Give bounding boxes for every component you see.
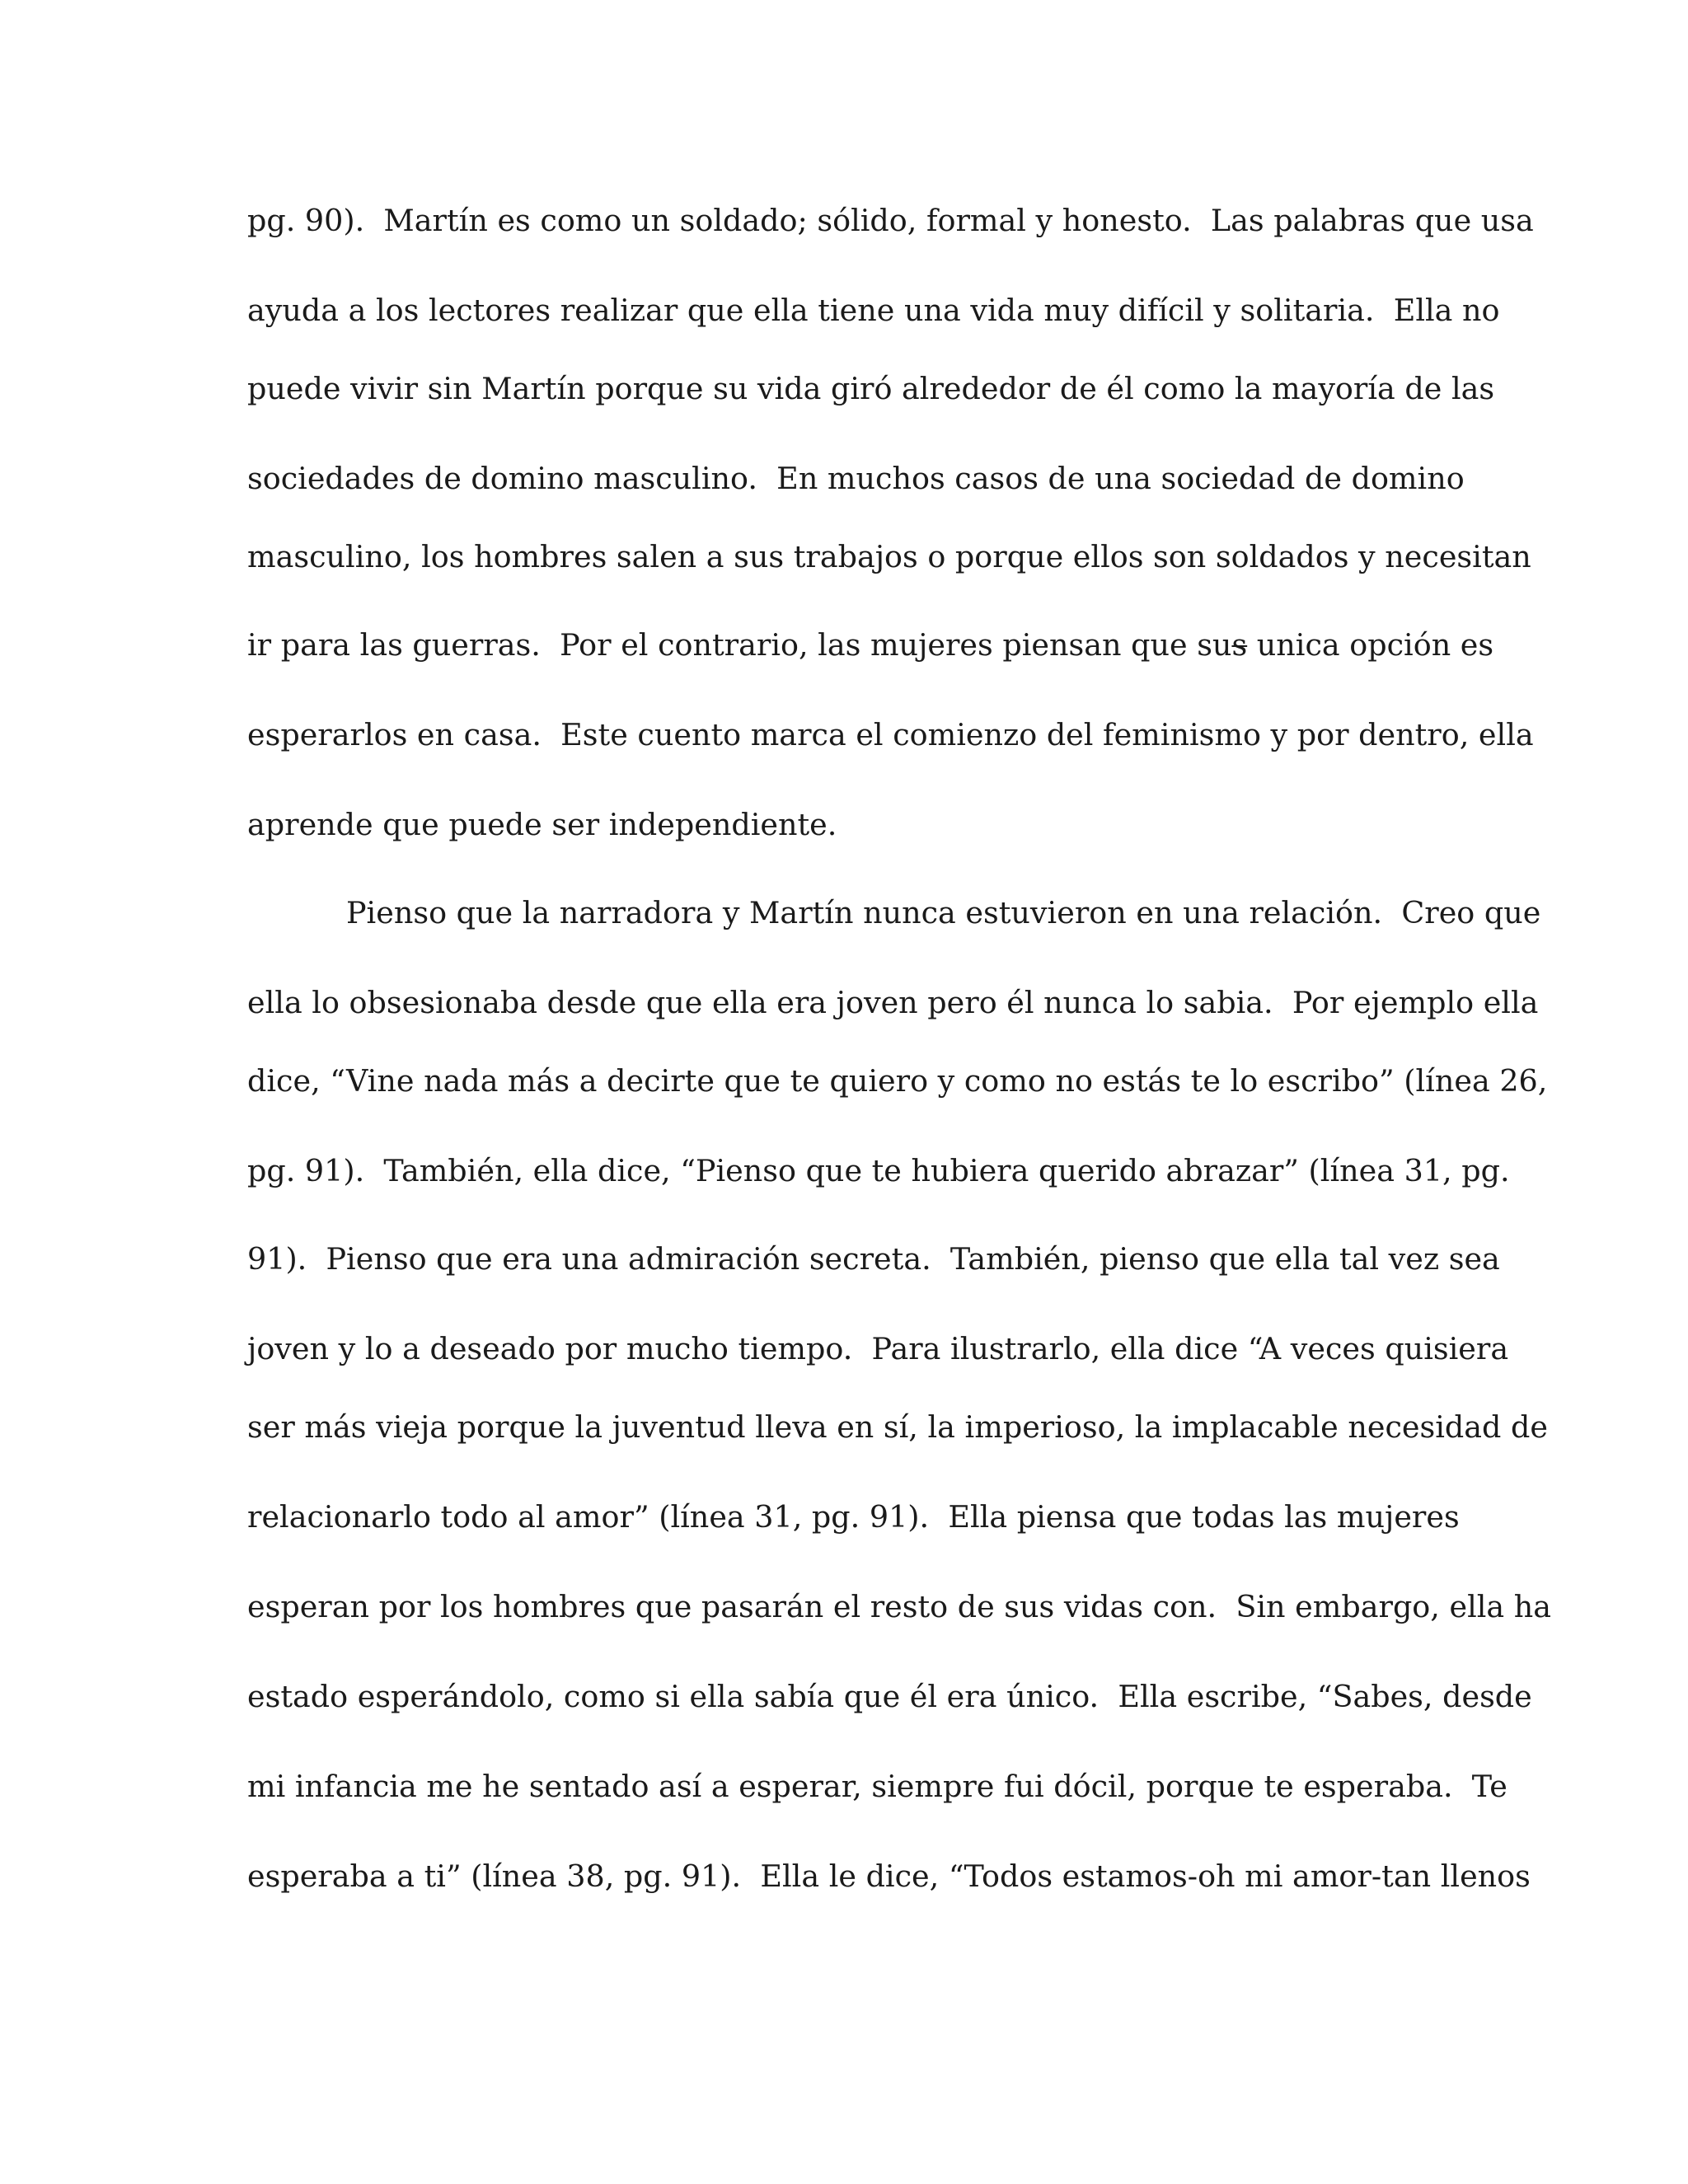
text-line-17: esperan por los hombres que pasarán el resto de sus vidas con. Sin embargo, ella ha — [247, 1589, 1552, 1624]
text-line-11: dice, “Vine nada más a decirte que te quiero y como no estás te lo escribo” (línea 26, — [247, 1063, 1548, 1099]
text-line-10: ella lo obsesionaba desde que ella era joven pero él nunca lo sabia. Por ejemplo ella — [247, 985, 1539, 1020]
text-line-8: aprende que puede ser independiente. — [247, 807, 837, 842]
text-line-15: ser más vieja porque la juventud lleva en sí, la imperioso, la implacable necesidad de — [247, 1409, 1548, 1445]
text-line-12: pg. 91). También, ella dice, “Pienso que te hubiera querido abrazar” (línea 31, pg. — [247, 1153, 1510, 1188]
text-line-16: relacionarlo todo al amor” (línea 31, pg. 91). Ella piensa que todas las mujeres — [247, 1499, 1460, 1535]
text-line-6 — [247, 626, 1493, 665]
text-line-13: 91). Pienso que era una admiración secreta. También, pienso que ella tal vez sea — [247, 1241, 1500, 1277]
text-line-6-end: unica opción es — [1247, 627, 1494, 663]
text-line-20: esperaba a ti” (línea 38, pg. 91). Ella le dice, “Todos estamos-oh mi amor-tan llenos — [247, 1858, 1531, 1894]
text-line-5: masculino, los hombres salen a sus trabajos o porque ellos son soldados y necesitan — [247, 539, 1531, 574]
text-line-4: sociedades de domino masculino. En muchos casos de una sociedad de domino — [247, 461, 1465, 496]
text-line-6-start: ir para las guerras. Por el contrario, las mujeres piensan que su — [247, 627, 1232, 663]
text-line-1: pg. 90). Martín es como un soldado; sólido, formal y honesto. Las palabras que usa — [247, 203, 1534, 238]
text-line-7: esperarlos en casa. Este cuento marca el comienzo del feminismo y por dentro, ella — [247, 717, 1534, 752]
text-line-3: puede vivir sin Martín porque su vida giró alrededor de él como la mayoría de las — [247, 371, 1495, 406]
paragraph-2-first-line: Pienso que la narradora y Martín nunca estuvieron en una relación. Creo que — [346, 895, 1541, 930]
text-line-19: mi infancia me he sentado así a esperar, siempre fui dócil, porque te esperaba. Te — [247, 1769, 1507, 1804]
strikethrough-text: s — [1231, 627, 1248, 663]
text-line-18: estado esperándolo, como si ella sabía que él era único. Ella escribe, “Sabes, desde — [247, 1679, 1532, 1714]
text-line-2: ayuda a los lectores realizar que ella tiene una vida muy difícil y solitaria. Ella no — [247, 293, 1500, 328]
text-line-14: joven y lo a deseado por mucho tiempo. Para ilustrarlo, ella dice “A veces quisiera — [247, 1331, 1509, 1366]
